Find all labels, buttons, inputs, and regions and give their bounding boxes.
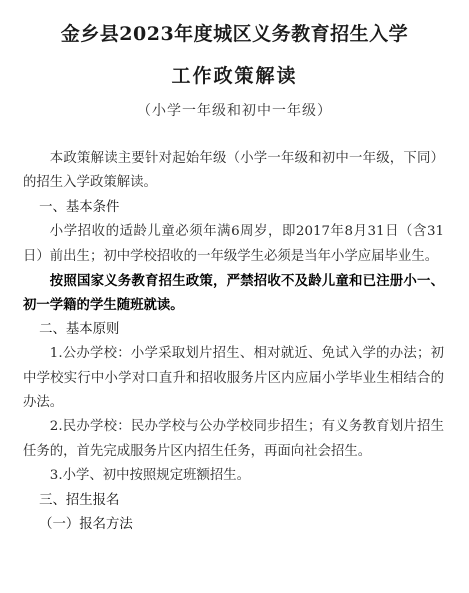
paragraph-public-schools: 1.公办学校：小学采取划片招生、相对就近、免试入学的办法；初中学校实行中小学对口直升和招收服务片区内应届小学毕业生相结合的办法。 xyxy=(23,346,444,411)
intro-paragraph: 本政策解读主要针对起始年级（小学一年级和初中一年级，下同）的招生入学政策解读。 xyxy=(23,151,444,191)
document-title-line1: 金乡县2023年度城区义务教育招生入学 xyxy=(60,23,409,45)
document-body xyxy=(23,147,444,538)
subsection-heading-method: （一）报名方法 xyxy=(39,517,133,533)
paragraph-class-size: 3.小学、初中按照规定班额招生。 xyxy=(49,468,251,484)
paragraph-prohibition: 按照国家义务教育招生政策，严禁招收不及龄儿童和已注册小一、初一学籍的学生随班就读。 xyxy=(23,273,444,314)
section-heading-basic-principles: 二、基本原则 xyxy=(39,321,120,337)
paragraph-age-requirement: 小学招收的适龄儿童必须年满6周岁，即2017年8月31日（含31日）前出生；初中学校招收的一年级学生必须是当年小学应届毕业生。 xyxy=(23,224,444,264)
section-heading-basic-conditions: 一、基本条件 xyxy=(39,199,120,215)
section-heading-enrollment: 三、招生报名 xyxy=(39,492,120,508)
paragraph-private-schools: 2.民办学校：民办学校与公办学校同步招生；有义务教育划片招生任务的，首先完成服务片区内招生任务，再面向社会招生。 xyxy=(23,419,444,459)
document-subtitle: （小学一年级和初中一年级） xyxy=(137,103,332,119)
document-title-line2: 工作政策解读 xyxy=(171,65,298,87)
